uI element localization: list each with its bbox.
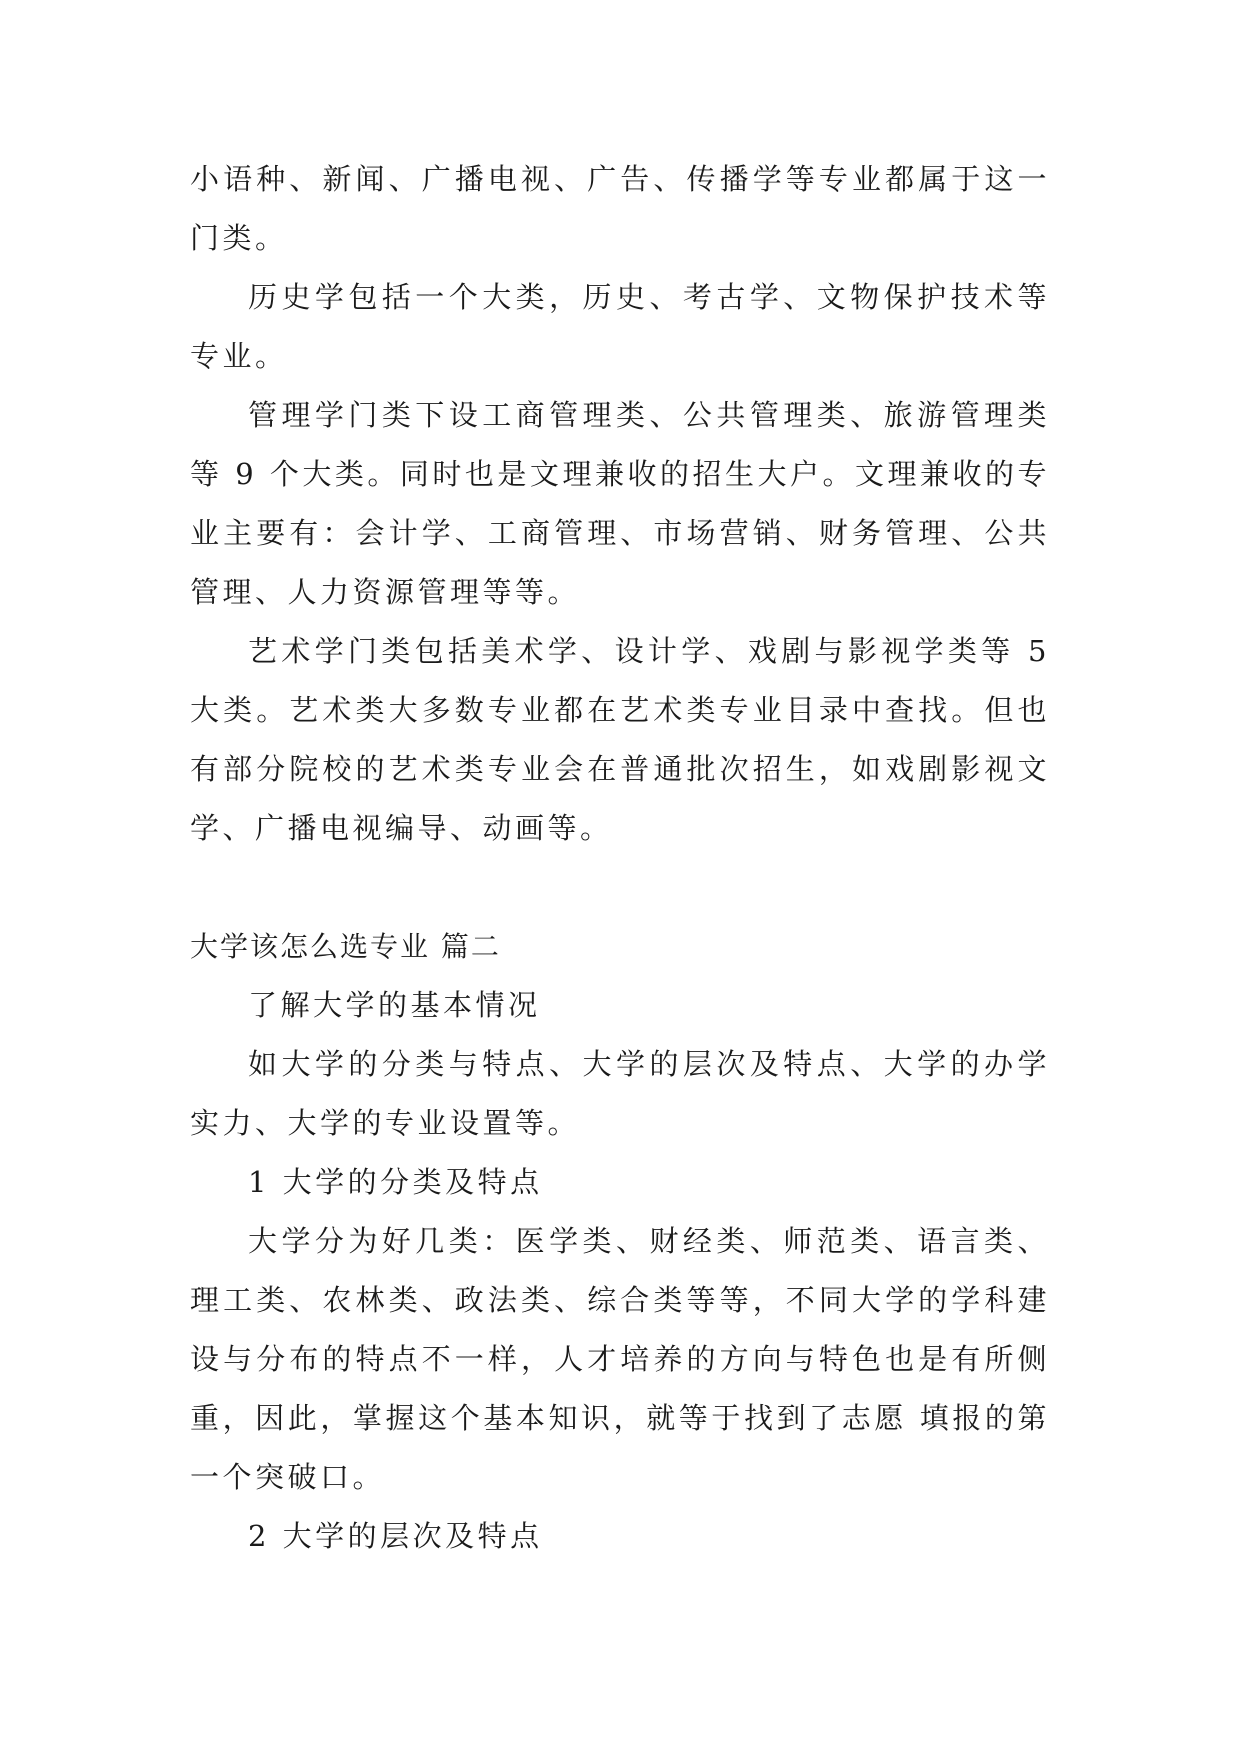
paragraph-classification: 大学分为好几类：医学类、财经类、师范类、语言类、理工类、农林类、政法类、综合类等等，不同大学的学科建设与分布的特点不一样，人才培养的方向与特色也是有所侧重，因此，掌握这个基本知识，就等于找到了志愿 填报的第一个突破口。 (190, 1224, 1050, 1494)
paragraph-history: 历史学包括一个大类，历史、考古学、文物保护技术等专业。 (190, 280, 1050, 373)
subheading-levels: 2 大学的层次及特点 (248, 1519, 543, 1553)
paragraph-art: 艺术学门类包括美术学、设计学、戏剧与影视学类等 5 大类。艺术类大多数专业都在艺术类专业目录中查找。但也有部分院校的艺术类专业会在普通批次招生，如戏剧影视文学、广播电视编导、动画等。 (190, 634, 1050, 845)
paragraph-understand-university: 了解大学的基本情况 (248, 988, 541, 1022)
paragraph-university-overview: 如大学的分类与特点、大学的层次及特点、大学的办学实力、大学的专业设置等。 (190, 1047, 1050, 1140)
section-heading: 大学该怎么选专业 篇二 (190, 930, 501, 963)
paragraph-majors-category: 小语种、新闻、广播电视、广告、传播学等专业都属于这一门类。 (190, 162, 1050, 255)
paragraph-management: 管理学门类下设工商管理类、公共管理类、旅游管理类等 9 个大类。同时也是文理兼收的招生大户。文理兼收的专业主要有：会计学、工商管理、市场营销、财务管理、公共管理、人力资源管理等等。 (190, 398, 1050, 609)
document-body (190, 150, 1050, 1566)
subheading-classification: 1 大学的分类及特点 (248, 1165, 543, 1199)
